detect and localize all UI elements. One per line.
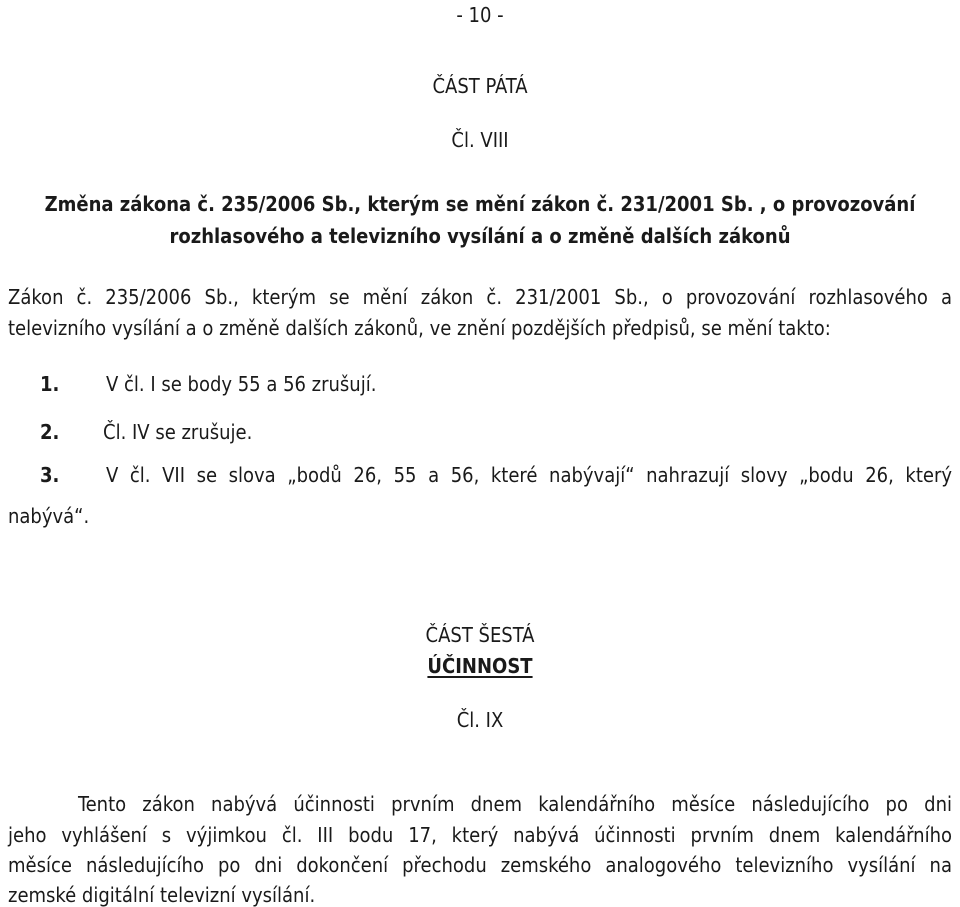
article-eight-heading: Čl. VIII (451, 128, 509, 152)
part-six-heading: ČÁST ŠESTÁ (425, 623, 535, 647)
list-item-3-text: V čl. VII se slova „bodů 26, 55 a 56, které nabývají“ nahrazují slovy „bodu 26, který (106, 463, 952, 487)
intro-paragraph-line-1: Zákon č. 235/2006 Sb., kterým se mění zákon č. 231/2001 Sb., o provozování rozhlasového a (8, 285, 952, 309)
list-item-3-number: 3. (40, 463, 60, 487)
article-nine-heading: Čl. IX (456, 708, 504, 732)
list-item-1-number: 1. (40, 372, 60, 396)
list-item-3-continuation: nabývá“. (8, 504, 90, 528)
effectiveness-paragraph-line-3: měsíce následujícího po dni dokončení přechodu zemského analogového televizního vysílání na (8, 853, 952, 877)
effectiveness-paragraph-line-4: zemské digitální televizní vysílání. (8, 883, 316, 907)
effectiveness-paragraph-line-1: Tento zákon nabývá účinnosti prvním dnem kalendářního měsíce následujícího po dni (78, 792, 952, 816)
page-number: - 10 - (456, 3, 504, 27)
effectiveness-heading: ÚČINNOST (427, 654, 533, 678)
part-five-heading: ČÁST PÁTÁ (432, 74, 528, 98)
amendment-title-line-1: Změna zákona č. 235/2006 Sb., kterým se mění zákon č. 231/2001 Sb. , o provozování (44, 192, 916, 216)
list-item-2-number: 2. (40, 420, 60, 444)
list-item-1-text: V čl. I se body 55 a 56 zrušují. (106, 372, 377, 396)
amendment-title-line-2: rozhlasového a televizního vysílání a o změně dalších zákonů (169, 224, 791, 248)
list-item-2-text: Čl. IV se zrušuje. (103, 420, 253, 444)
intro-paragraph-line-2: televizního vysílání a o změně dalších zákonů, ve znění pozdějších předpisů, se mění takto: (8, 316, 831, 340)
effectiveness-paragraph-line-2: jeho vyhlášení s výjimkou čl. III bodu 17, který nabývá účinnosti prvním dnem kalendářního (8, 823, 952, 847)
